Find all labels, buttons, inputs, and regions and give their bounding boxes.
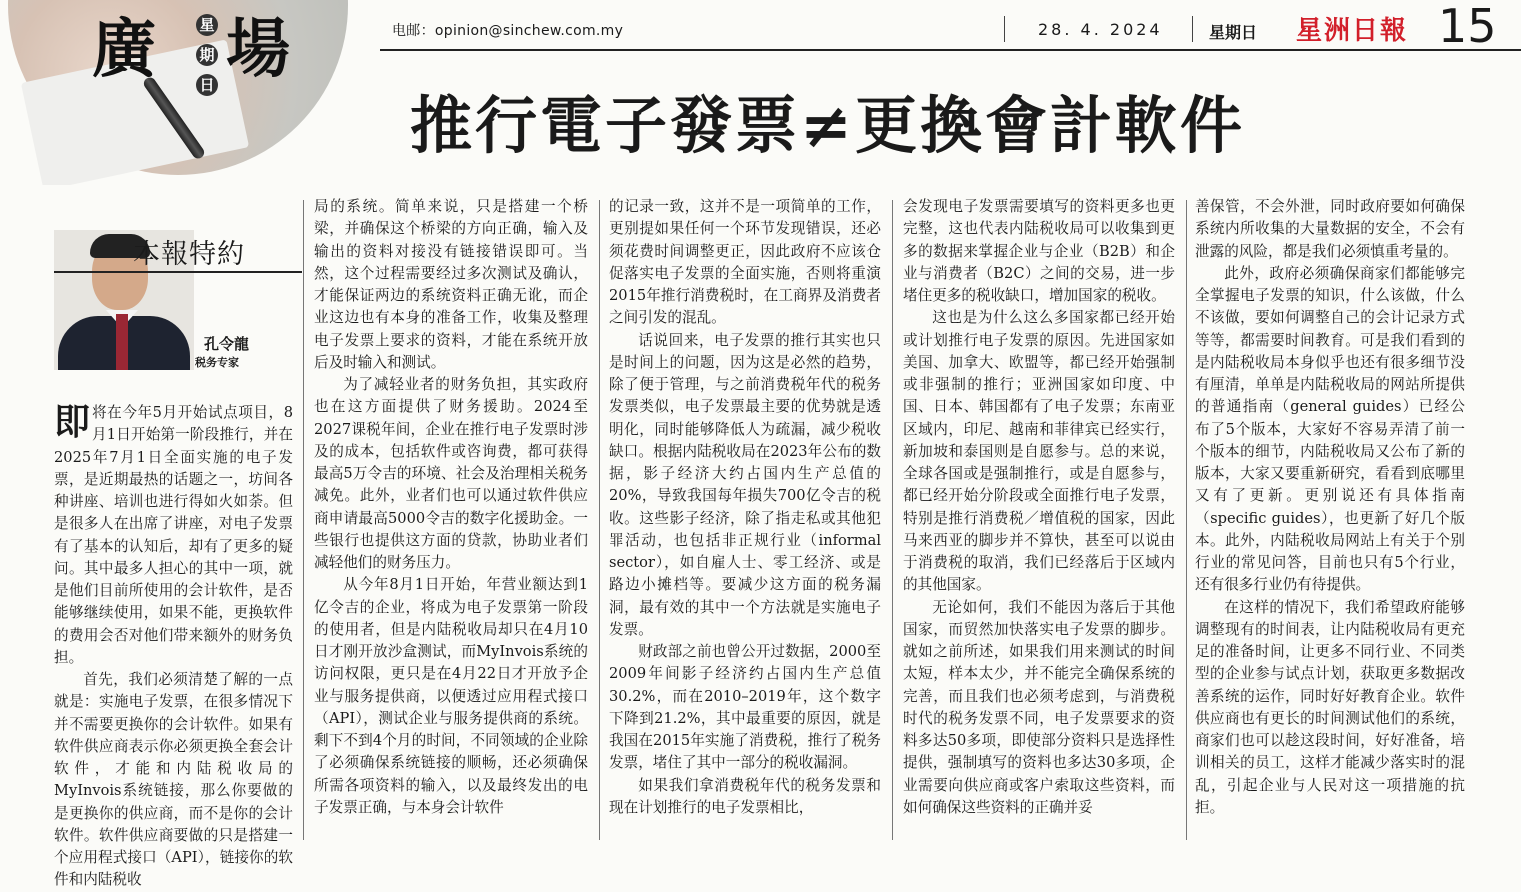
column-divider xyxy=(1186,200,1187,840)
article-headline: 推行電子發票≠更換會計軟件 xyxy=(410,89,1245,162)
article-column-4 xyxy=(903,196,1175,819)
header-divider xyxy=(1192,16,1193,42)
article-paragraph: 会发现电子发票需要填写的资料更多也更完整，这也代表内陆税收局可以收集到更多的数据来掌握企业与企业（B2B）和企业与消费者（B2C）之间的交易，进一步堵住更多的税收缺口，增加国家的税收。 xyxy=(903,198,1175,304)
column-divider xyxy=(303,200,304,840)
article-paragraph: 从今年8月1日开始，年营业额达到1亿令吉的企业，将成为电子发票第一阶段的使用者，但是内陆税收局却只在4月10日才刚开放沙盒测试，而MyInvois系统的访问权限，更只是在4月22日才开放予企业与服务提供商，以便透过应用程式接口（API），测试企业与服务提供商的系统。剩下不到4个月的时间，不同领域的企业除了必须确保系统链接的顺畅，还必须确保所需各项资料的输入，以及最终发出的电子发票正确，与本身会计软件 xyxy=(314,576,588,816)
article-column-1 xyxy=(54,402,293,892)
article-paragraph: 为了减轻业者的财务负担，其实政府也在这方面提供了财务援助。2024至2027课税年间，企业在推行电子发票时涉及的成本，包括软件或咨询费，都可获得最高5万令吉的环境、社会及治理相关税务减免。此外，业者们也可以通过软件供应商申请最高5000令吉的数字化援助金。一些银行也提供这方面的贷款，协助业者们减轻他们的财务压力。 xyxy=(314,376,588,571)
article-paragraph: 此外，政府必须确保商家们都能够完全掌握电子发票的知识，什么该做，什么不该做，要如何调整自己的会计记录方式等等，都需要时间教育。可是我们看到的是内陆税收局本身似乎也还有很多细节没有厘清，单单是内陆税收局的网站所提供的普通指南（general guides）已经公布了5个版本，大家好不容易弄清了前一个版本的细节，内陆税收局又公布了新的版本，大家又要重新研究，看看到底哪里又有了更新。更别说还有具体指南（specific guides），也更新了好几个版本。此外，内陆税收局网站上有关于个别行业的常见问答，目前也只有5个行业，还有很多行业仍有待提供。 xyxy=(1195,264,1465,594)
article-column-3 xyxy=(609,196,881,819)
column-divider xyxy=(599,200,600,840)
contact-email[interactable]: 电邮：opinion@sinchew.com.my xyxy=(392,23,624,39)
column-tag: 本報特約 xyxy=(133,239,245,270)
author-title: 税务专家 xyxy=(195,356,239,369)
column-divider xyxy=(892,200,893,840)
article-column-5 xyxy=(1195,196,1465,819)
article-paragraph: 即将在今年5月开始试点项目，8月1日开始第一阶段推行，并在2025年7月1日全面实施的电子发票，是近期最热的话题之一，坊间各种讲座、培训也进行得如火如荼。但是很多人在出席了讲座，对电子发票有了基本的认知后，却有了更多的疑问。其中最多人担心的其中一项，就是他们目前所使用的会计软件，是否能够继续使用，如果不能，更换软件的费用会否对他们带来额外的财务负担。 xyxy=(54,401,293,666)
byline-rule xyxy=(54,271,302,273)
masthead-rule xyxy=(380,49,1521,51)
article-paragraph: 在这样的情况下，我们希望政府能够调整现有的时间表，让内陆税收局有更充足的准备时间，让更多不同行业、不同类型的企业参与试点计划，获取更多数据改善系统的运作，同时好好教育企业。软件供应商也有更长的时间测试他们的系统，商家们也可以趁这段时间，好好准备，培训相关的员工，这样才能减少落实时的混乱，引起企业与人民对这一项措施的抗拒。 xyxy=(1195,598,1465,816)
article-paragraph: 这也是为什么这么多国家都已经开始或计划推行电子发票的原因。先进国家如美国、加拿大、欧盟等，都已经开始强制或非强制的推行；亚洲国家如印度、中国、日本、韩国都有了电子发票；东南亚区域内，印尼、越南和菲律宾已经实行，新加坡和泰国则是自愿参与。总的来说，全球各国或是强制推行，或是自愿参与，都已经开始分阶段或全面推行电子发票，特别是推行消费税／增值税的国家，因此马来西亚的脚步并不算快，甚至可以说由于消费税的取消，我们已经落后于区域内的其他国家。 xyxy=(903,309,1175,594)
header-divider xyxy=(1004,16,1005,42)
article-paragraph: 话说回来，电子发票的推行其实也只是时间上的问题，因为这是必然的趋势，除了便于管理，与之前消费税年代的税务发票类似，电子发票最主要的优势就是透明化，同时能够降低人为疏漏，减少税收缺口。根据内陆税收局在2023年公布的数据，影子经济大约占国内生产总值的20%，导致我国每年损失700亿令吉的税收。这些影子经济，除了指走私或其他犯罪活动，也包括非正规行业（informal sector），如自雇人士、零工经济、或是路边小摊档等。要减少这方面的税务漏洞，最有效的其中一个方法就是实施电子发票。 xyxy=(609,331,881,638)
page-number: 15 xyxy=(1438,0,1497,53)
article-column-2 xyxy=(314,196,588,819)
newspaper-logo: 星洲日報 xyxy=(1296,16,1409,46)
section-logo xyxy=(0,0,380,185)
author-box xyxy=(54,226,250,371)
article-paragraph: 如果我们拿消费税年代的税务发票和现在计划推行的电子发票相比， xyxy=(609,776,881,816)
section-subtitle-char-1: 星 xyxy=(196,14,218,36)
article-paragraph: 无论如何，我们不能因为落后于其他国家，而贸然加快落实电子发票的脚步。就如之前所述，如果我们用来测试的时间太短，样本太少，并不能完全确保系统的完善，而且我们也必须考虑到，与消费税时代的税务发票不同，电子发票要求的资料多达50多项，即使部分资料只是选择性提供，强制填写的资料也多达30多项，企业需要向供应商或客户索取这些资料，而如何确保这些资料的正确并妥 xyxy=(903,598,1175,816)
author-name: 孔令龍 xyxy=(204,335,250,353)
section-title-char-2: 場 xyxy=(226,12,290,87)
article-paragraph: 善保管，不会外泄，同时政府要如何确保系统内所收集的大量数据的安全，不会有泄露的风险，都是我们必须慎重考量的。 xyxy=(1195,198,1465,260)
article-paragraph: 局的系统。简单来说，只是搭建一个桥梁，并确保这个桥梁的方向正确，输入及输出的资料对接没有链接错误即可。当然，这个过程需要经过多次测试及确认，才能保证两边的系统资料正确无讹，而企业这边也有本身的准备工作，收集及整理电子发票上要求的资料，才能在系统开放后及时输入和测试。 xyxy=(314,198,588,371)
issue-weekday: 星期日 xyxy=(1209,23,1258,42)
article-paragraph: 财政部之前也曾公开过数据，2000至2009年间影子经济约占国内生产总值30.2%，而在2010–2019年，这个数字下降到21.2%，其中最重要的原因，就是我国在2015年实施了消费税，推行了税务发票，堵住了其中一部分的税收漏洞。 xyxy=(609,643,881,772)
drop-cap: 即 xyxy=(54,401,91,443)
section-subtitle-char-2: 期 xyxy=(196,44,218,66)
article-paragraph: 的记录一致，这并不是一项简单的工作，更别提如果任何一个环节发现错误，还必须花费时间调整更正，因此政府不应该仓促落实电子发票的全面实施，否则将重演2015年推行消费税时，在工商界及消费者之间引发的混乱。 xyxy=(609,198,881,327)
article-paragraph: 首先，我们必须清楚了解的一点就是：实施电子发票，在很多情况下并不需要更换你的会计软件。如果有软件供应商表示你必须更换全套会计软件，才能和内陆税收局的MyInvois系统链接，那么你要做的是更换你的供应商，而不是你的会计软件。软件供应商要做的只是搭建一个应用程式接口（API），链接你的软件和内陆税收 xyxy=(54,671,293,889)
section-title-char-1: 廣 xyxy=(92,12,156,87)
section-subtitle-char-3: 日 xyxy=(196,74,218,96)
issue-date: 28. 4. 2024 xyxy=(1038,20,1163,39)
